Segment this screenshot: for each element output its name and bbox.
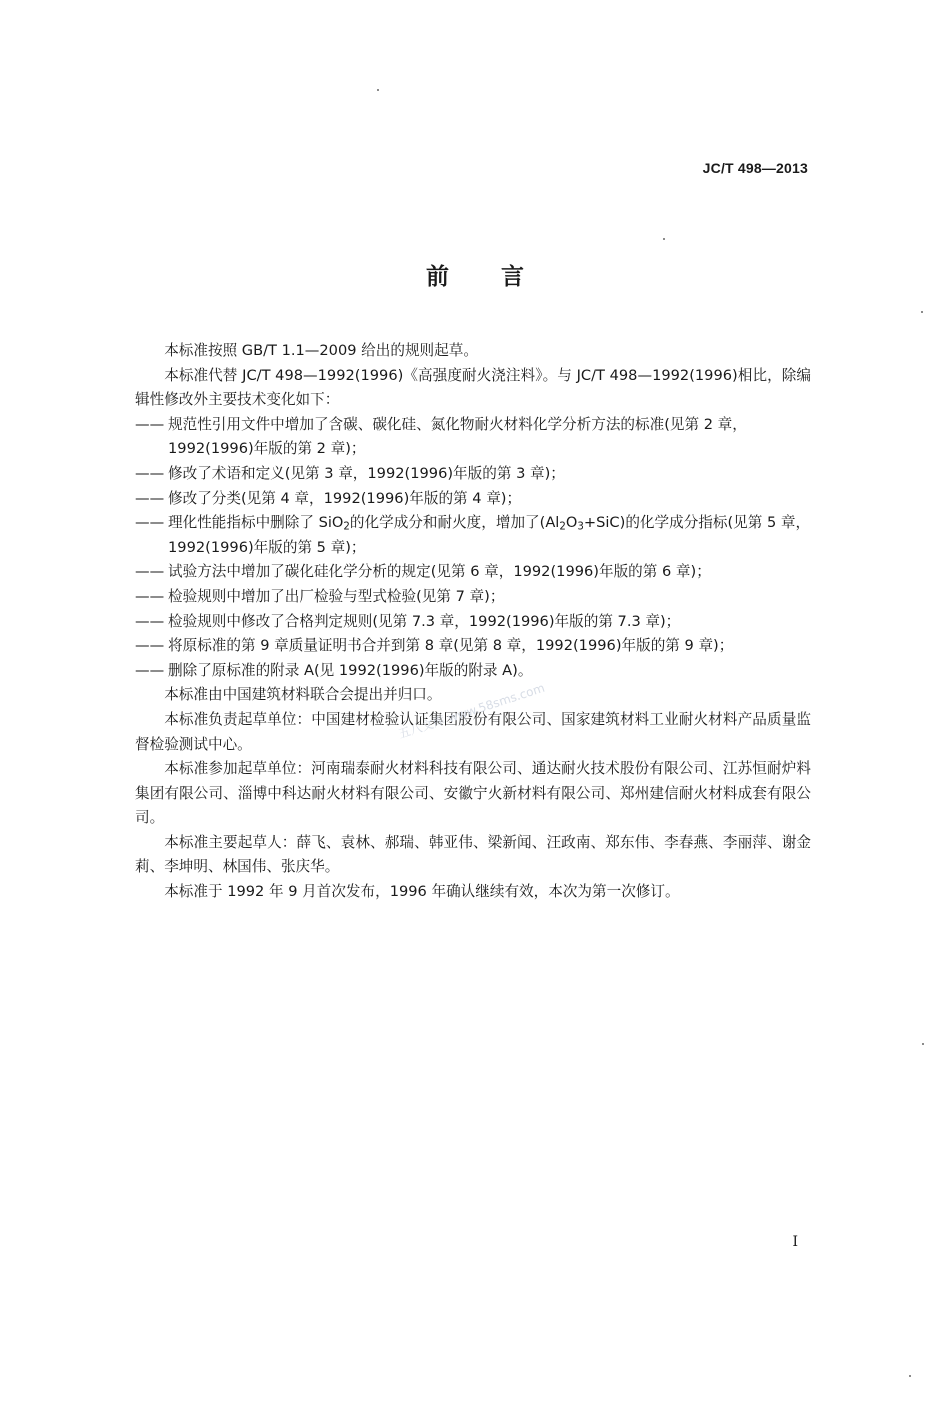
change-text: 修改了分类(见第 4 章，1992(1996)年版的第 4 章)； <box>168 489 522 507</box>
paragraph-lead-drafter: 本标准负责起草单位：中国建材检验认证集团股份有限公司、国家建筑材料工业耐火材料产品质量监督检验测试中心。 <box>135 710 811 753</box>
scan-speck <box>921 311 923 313</box>
foreword-body <box>135 339 811 905</box>
page-number: I <box>792 1234 798 1250</box>
dash-marker: —— <box>135 563 165 581</box>
change-text: 检验规则中修改了合格判定规则(见第 7.3 章，1992(1996)年版的第 7.3 章)； <box>168 612 681 630</box>
change-text: 将原标准的第 9 章质量证明书合并到第 8 章(见第 8 章，1992(1996)年版的第 9 章)； <box>168 637 734 655</box>
change-item <box>135 413 811 462</box>
change-item <box>135 659 811 684</box>
page-title <box>0 258 950 291</box>
change-text: 删除了原标准的附录 A(见 1992(1996)年版的附录 A)。 <box>168 661 533 679</box>
change-item <box>135 634 811 659</box>
dash-marker: —— <box>135 489 165 507</box>
watermark: 五八文库 www.58sms.com <box>396 680 547 742</box>
change-text: 修改了术语和定义(见第 3 章，1992(1996)年版的第 3 章)； <box>168 464 565 482</box>
change-item <box>135 487 811 512</box>
title-char-1: 前 <box>426 264 449 290</box>
change-item <box>135 610 811 635</box>
dash-marker: —— <box>135 415 165 433</box>
dash-marker: —— <box>135 464 165 482</box>
change-item <box>135 462 811 487</box>
paragraph-participating-drafters: 本标准参加起草单位：河南瑞泰耐火材料科技有限公司、通达耐火技术股份有限公司、江苏恒耐炉料集团有限公司、淄博中科达耐火材料有限公司、安徽宁火新材料有限公司、郑州建信耐火材料成套有限公司。 <box>135 760 811 827</box>
dash-marker: —— <box>135 612 165 630</box>
standard-code: JC/T 498—2013 <box>702 160 808 176</box>
dash-marker: —— <box>135 587 165 605</box>
scan-speck <box>909 1375 911 1377</box>
paragraph-history: 本标准于 1992 年 9 月首次发布，1996 年确认继续有效，本次为第一次修订。 <box>164 883 680 901</box>
change-text: 试验方法中增加了碳化硅化学分析的规定(见第 6 章，1992(1996)年版的第 6 章)； <box>168 563 711 581</box>
change-item <box>135 560 811 585</box>
paragraph-main-drafters: 本标准主要起草人：薛飞、袁林、郝瑞、韩亚伟、梁新闻、汪政南、郑东伟、李春燕、李丽萍、谢金莉、李坤明、林国伟、张庆华。 <box>135 833 811 876</box>
change-item <box>135 511 811 560</box>
change-text: 理化性能指标中删除了 SiO$_2$的化学成分和耐火度，增加了$(Al_2O_3+SiC)$的化学成分指标(见第 5 章，1992(1996)年版的第 5 章)； <box>168 514 811 556</box>
scan-speck <box>377 89 379 91</box>
dash-marker: —— <box>135 514 165 532</box>
scan-speck <box>663 238 665 240</box>
change-text: 规范性引用文件中增加了含碳、碳化硅、氮化物耐火材料化学分析方法的标准(见第 2 章，1992(1996)年版的第 2 章)； <box>168 415 747 458</box>
title-char-2: 言 <box>501 264 524 290</box>
dash-marker: —— <box>135 661 165 679</box>
change-text: 检验规则中增加了出厂检验与型式检验(见第 7 章)； <box>168 587 505 605</box>
change-item <box>135 585 811 610</box>
paragraph-drafting-rules: 本标准按照 GB/T 1.1—2009 给出的规则起草。 <box>164 342 478 359</box>
scan-speck <box>922 1043 924 1045</box>
paragraph-replacement: 本标准代替 JC/T 498—1992(1996)《高强度耐火浇注料》。与 JC/T 498—1992(1996)相比，除编辑性修改外主要技术变化如下： <box>135 366 811 409</box>
dash-marker: —— <box>135 637 165 655</box>
paragraph-proposer: 本标准由中国建筑材料联合会提出并归口。 <box>164 686 442 704</box>
